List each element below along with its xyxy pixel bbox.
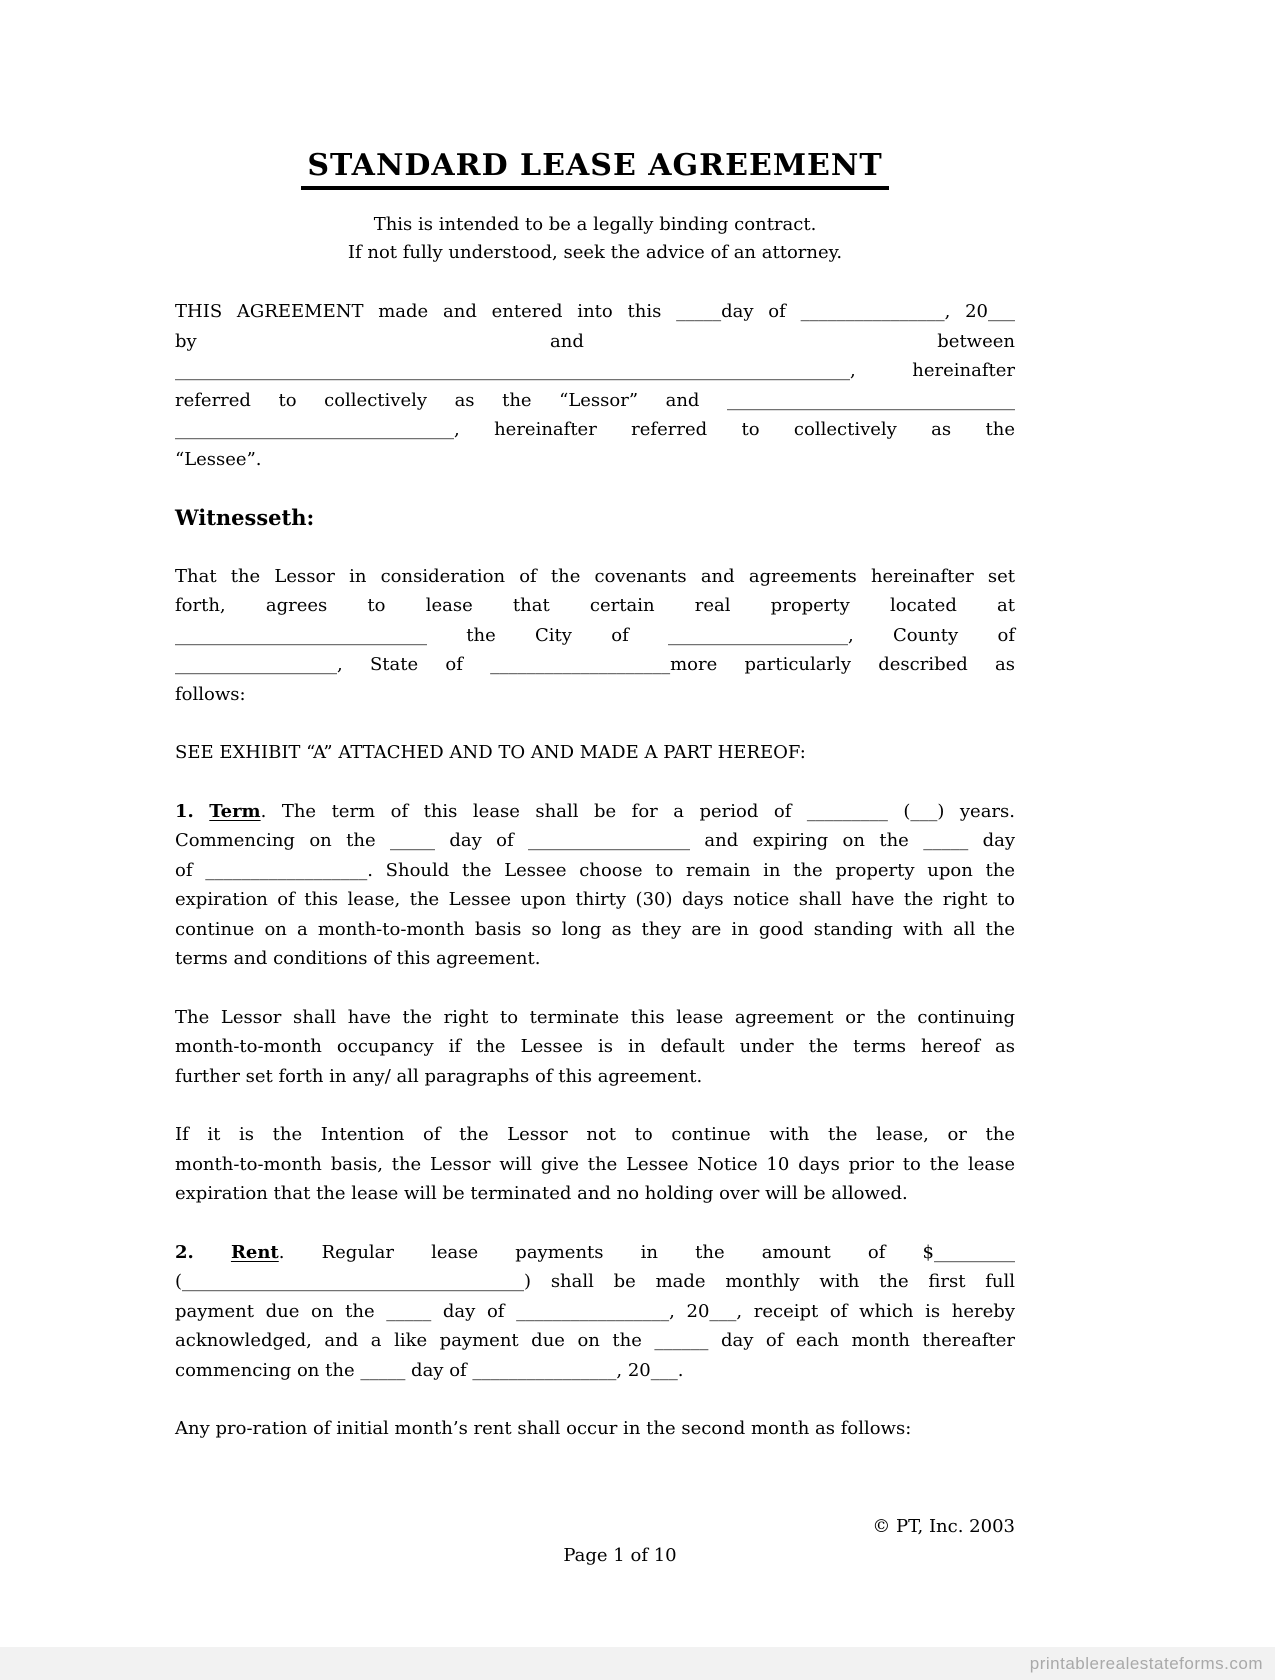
text-line xyxy=(175,1003,1015,1033)
text-segment: _______________________________, hereinafter referred to collectively as the xyxy=(175,419,1015,440)
text-line xyxy=(175,856,1015,886)
text-line xyxy=(175,562,1015,592)
text-line xyxy=(175,650,1015,680)
text-line xyxy=(175,386,1015,416)
watermark-site-text: printablerealestateforms.com xyxy=(1029,1653,1263,1673)
defined-term: Rent xyxy=(230,1241,279,1263)
text-segment: expiration of this lease, the Lessee upon thirty (30) days notice shall have the right to xyxy=(175,889,1015,910)
text-segment: further set forth in any/ all paragraphs of this agreement. xyxy=(175,1065,703,1087)
text-segment: “Lessee”. xyxy=(175,448,262,470)
text-line xyxy=(175,415,1015,445)
text-segment: ____________________________ the City of ____________________, County of xyxy=(175,624,1015,646)
text-line xyxy=(175,1238,1015,1268)
text-segment: __________________, State of ____________________more particularly described as xyxy=(175,654,1015,675)
text-line xyxy=(175,1032,1015,1062)
text-segment: payment due on the _____ day of _________________, 20___, receipt of which is hereby xyxy=(175,1300,1015,1322)
text-line xyxy=(175,680,1015,710)
document-title xyxy=(175,148,1015,183)
text-line xyxy=(175,621,1015,651)
text-segment: terms and conditions of this agreement. xyxy=(175,948,541,969)
text-segment: THIS AGREEMENT made and entered into this _____day of ________________, 20___ xyxy=(175,301,1015,322)
text-line xyxy=(175,356,1015,386)
document-subtitle xyxy=(175,211,1015,267)
witnesseth-heading: Witnesseth: xyxy=(175,505,315,530)
text-line xyxy=(175,1356,1015,1386)
text-segment: continue on a month-to-month basis so long as they are in good standing with all the xyxy=(175,918,1015,940)
text-segment: (______________________________________) shall be made monthly with the first full xyxy=(175,1271,1015,1292)
defined-term: Term xyxy=(209,800,261,822)
text-segment: referred to collectively as the “Lessor” and ________________________________ xyxy=(175,389,1015,411)
text-line xyxy=(175,591,1015,621)
text-segment: 1. xyxy=(175,800,194,822)
intro-clause xyxy=(175,297,1015,474)
text-segment: follows: xyxy=(175,683,246,705)
text-segment: month-to-month basis, the Lessor will give the Lessee Notice 10 days prior to the lease xyxy=(175,1153,1015,1175)
text-segment: ___________________________________________________________________________, hereinafter xyxy=(175,360,1015,381)
text-line xyxy=(175,944,1015,974)
text-segment: of __________________. Should the Lessee choose to remain in the property upon the xyxy=(175,859,1015,881)
text-segment: . Regular lease payments in the amount of $_________ xyxy=(278,1241,1015,1263)
notice-clause xyxy=(175,1120,1015,1209)
exhibit-clause xyxy=(175,738,1015,768)
document-title-text: STANDARD LEASE AGREEMENT xyxy=(301,148,888,190)
text-segment: month-to-month occupancy if the Lessee is in default under the terms hereof as xyxy=(175,1036,1015,1057)
watermark-bar xyxy=(0,1647,1275,1680)
text-line xyxy=(175,1150,1015,1180)
copyright-notice: © PT, Inc. 2003 xyxy=(872,1516,1015,1537)
text-line xyxy=(175,327,1015,357)
text-segment: expiration that the lease will be terminated and no holding over will be allowed. xyxy=(175,1183,908,1204)
text-line xyxy=(175,797,1015,827)
text-segment: If it is the Intention of the Lessor not to continue with the lease, or the xyxy=(175,1124,1015,1145)
subtitle-line-1: This is intended to be a legally binding contract. xyxy=(373,214,817,235)
text-segment xyxy=(194,1242,231,1263)
text-segment: forth, agrees to lease that certain real property located at xyxy=(175,595,1015,616)
text-segment: The Lessor shall have the right to terminate this lease agreement or the continuing xyxy=(175,1006,1015,1028)
text-segment: That the Lessor in consideration of the covenants and agreements hereinafter set xyxy=(175,565,1015,587)
text-line xyxy=(175,738,1015,768)
text-segment: SEE EXHIBIT “A” ATTACHED AND TO AND MADE A PART HEREOF: xyxy=(175,742,806,763)
text-line xyxy=(175,1120,1015,1150)
text-line xyxy=(175,1179,1015,1209)
page-number: Page 1 of 10 xyxy=(563,1545,677,1566)
text-line xyxy=(175,1414,1015,1444)
text-line xyxy=(175,1297,1015,1327)
document-blocks xyxy=(175,297,1015,1444)
text-line xyxy=(175,1326,1015,1356)
text-segment: by and between xyxy=(175,330,1015,352)
term-clause xyxy=(175,797,1015,974)
text-line xyxy=(175,445,1015,475)
text-line xyxy=(175,297,1015,327)
text-segment: . The term of this lease shall be for a period of _________ (___) years. xyxy=(260,800,1015,822)
text-line xyxy=(175,1062,1015,1092)
text-line xyxy=(175,1267,1015,1297)
termination-right-clause xyxy=(175,1003,1015,1092)
text-line xyxy=(175,915,1015,945)
text-segment xyxy=(194,801,210,822)
text-segment: Commencing on the _____ day of __________________ and expiring on the _____ day xyxy=(175,830,1015,851)
text-line xyxy=(175,826,1015,856)
proration-clause xyxy=(175,1414,1015,1444)
text-line xyxy=(175,885,1015,915)
text-segment: 2. xyxy=(175,1241,194,1263)
text-segment: Any pro-ration of initial month’s rent shall occur in the second month as follows: xyxy=(175,1418,912,1439)
subtitle-line-2: If not fully understood, seek the advice of an attorney. xyxy=(347,242,843,263)
text-segment: commencing on the _____ day of ________________, 20___. xyxy=(175,1359,684,1381)
document-content xyxy=(175,0,1015,1473)
property-clause xyxy=(175,562,1015,710)
text-segment: acknowledged, and a like payment due on the ______ day of each month thereafter xyxy=(175,1330,1015,1351)
rent-clause xyxy=(175,1238,1015,1386)
